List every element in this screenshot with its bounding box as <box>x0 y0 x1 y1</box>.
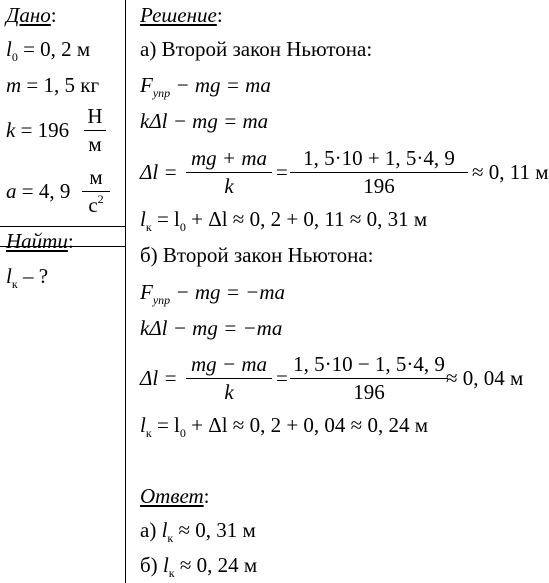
part-b-eq2: kΔl − mg = −ma <box>140 316 283 340</box>
column-divider <box>125 0 126 583</box>
answer-b: б) $l_к \approx 0$, 24 м <box>140 553 258 580</box>
part-b-label: б) Второй закон Ньютона: <box>140 243 374 267</box>
part-b-eq3-lhs: Δl = <box>140 366 178 390</box>
part-a-eq3-eq: = <box>276 160 288 184</box>
solution-heading: Решение: <box>140 3 223 27</box>
part-a-label: а) Второй закон Ньютона: <box>140 37 373 61</box>
answer-heading: Ответ: <box>140 484 210 508</box>
given-m: m = 1, 5 кг <box>6 73 100 97</box>
part-a-eq3-lhs: Δl = <box>140 160 178 184</box>
part-a-eq3-result: ≈ 0, 11 м <box>472 160 549 184</box>
given-l0: $l_0 = 0$, 2 м <box>6 37 91 64</box>
part-a-eq2: kΔl − mg = ma <box>140 109 269 133</box>
part-b-eq1: $F_{упр}$ − mg = −ma <box>140 280 285 307</box>
solution-sheet: Дано: $l_0 = 0$, 2 м m = 1, 5 кг k = 196 Н м a = 4, 9 м $с^2$ Найти: $l_к$ – ? Решение: а) Второй закон Ньютона: $F_{упр}$ − mg = ma kΔl − mg = ma Δl = mg + ma k = 1, 5·10 + 1, 5·4, 9 196 ≈ 0, 11 м $l_к = l_0 + \Delta l \approx 0$, 2 + 0, 11 ≈ 0, 31 м б) Второй закон Ньютона: $F_{упр}$ − mg = −ma kΔl − mg = −ma Δl = mg − ma k = 1, 5·10 − 1, 5·4, 9 196 ≈ 0, 04 м $l_к = l_0 + \Delta l \approx 0$, 2 + 0, 04 ≈ 0, 24 м Ответ: а) $l_к \approx 0$, 31 м б) $l_к \approx 0$, 24 м <box>0 0 536 583</box>
part-a-eq4: $l_к = l_0 + \Delta l \approx 0$, 2 + 0, 11 ≈ 0, 31 м <box>140 207 428 234</box>
find-heading: Найти: <box>6 229 74 253</box>
given-divider <box>0 226 126 227</box>
part-a-eq1: $F_{упр}$ − mg = ma <box>140 73 271 100</box>
answer-a: а) $l_к \approx 0$, 31 м <box>140 518 256 545</box>
part-b-eq4: $l_к = l_0 + \Delta l \approx 0$, 2 + 0, 04 ≈ 0, 24 м <box>140 413 428 440</box>
given-k: k = 196 <box>6 118 70 142</box>
given-a: a = 4, 9 <box>6 179 71 203</box>
given-heading: Дано: <box>6 3 57 27</box>
part-b-eq3-result: ≈ 0, 04 м <box>446 366 524 390</box>
part-b-eq3-eq: = <box>276 366 288 390</box>
find-lk: $l_к$ – ? <box>6 264 49 291</box>
